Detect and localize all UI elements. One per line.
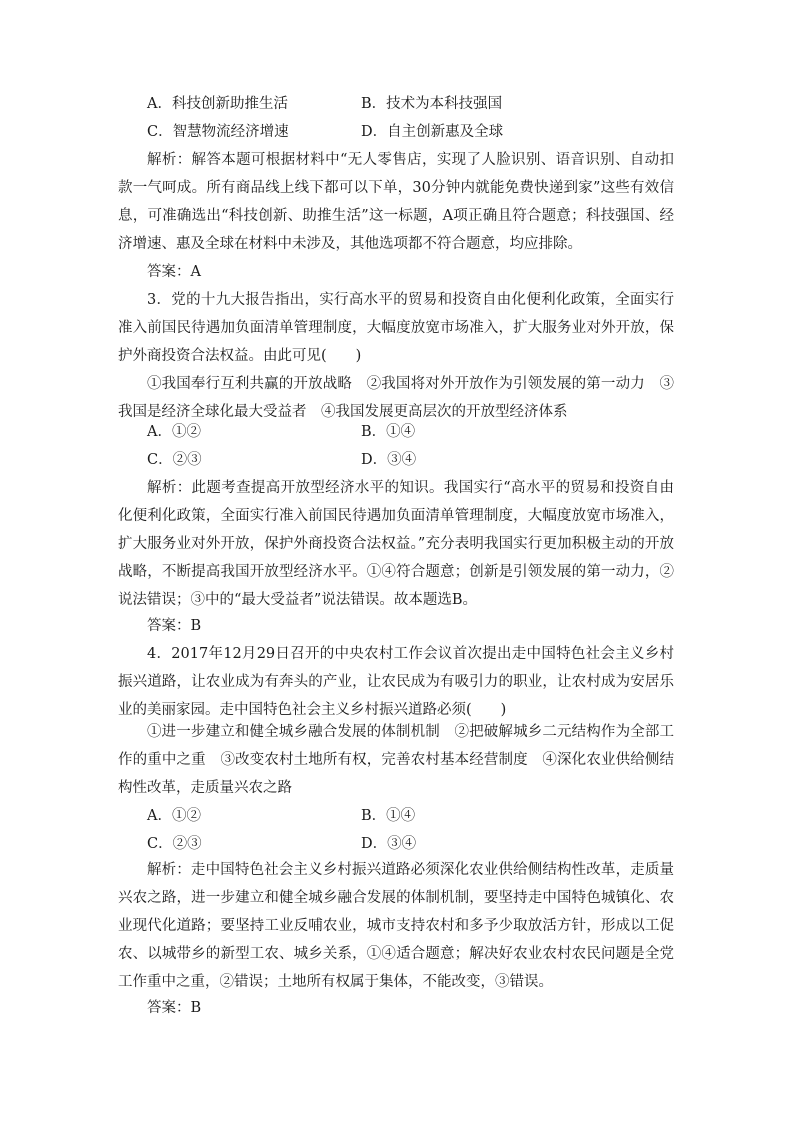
option-a: A．科技创新助推生活 <box>147 96 288 112</box>
q3-analysis: 解析：此题考查提高开放型经济水平的知识。我国实行“高水平的贸易和投资自由化便利化政策，全面实行准入前国民待遇加负面清单管理制度，大幅度放宽市场准入，扩大服务业对外开放，保护外商投资合法权益。”充分表明我国实行更加积极主动的开放战略，不断提高我国开放型经济水平。①④符合题意；创新是引领发展的第一动力，②说法错误；③中的“最大受益者”说法错误。故本题选B。 <box>118 480 674 608</box>
option-row <box>147 802 647 830</box>
q4-statements: ①进一步建立和健全城乡融合发展的体制机制 ②把破解城乡二元结构作为全部工作的重中之重 ③改变农村土地所有权，完善农村基本经营制度 ④深化农业供给侧结构性改革，走质量兴农之路 <box>118 724 674 796</box>
q3-answer: 答案：B <box>147 618 202 634</box>
option-a: A．①② <box>147 808 201 824</box>
q4-analysis: 解析：走中国特色社会主义乡村振兴道路必须深化农业供给侧结构性改革，走质量兴农之路，进一步建立和健全城乡融合发展的体制机制，要坚持走中国特色城镇化、农业现代化道路；要坚持工业反哺农业，城市支持农村和多予少取放活方针，形成以工促农、以城带乡的新型工农、城乡关系，①④适合题意；解决好农业农村农民问题是全党工作重中之重，②错误；土地所有权属于集体，不能改变，③错误。 <box>118 862 674 990</box>
option-row <box>147 446 647 474</box>
q2-analysis: 解析：解答本题可根据材料中“无人零售店，实现了人脸识别、语音识别、自动扣款一气呵成。所有商品线上线下都可以下单，30分钟内就能免费快递到家”这些有效信息，可准确选出“科技创新、助推生活”这一标题，A项正确且符合题意；科技强国、经济增速、惠及全球在材料中未涉及，其他选项都不符合题意，均应排除。 <box>118 152 674 252</box>
q2-analysis-block <box>118 146 674 258</box>
q2-answer: 答案：A <box>147 264 201 280</box>
option-row <box>147 118 647 146</box>
q3-analysis-block <box>118 474 674 614</box>
q4-analysis-block <box>118 856 674 996</box>
option-c: C．智慧物流经济增速 <box>147 124 289 140</box>
option-d: D．③④ <box>361 452 417 468</box>
option-c: C．②③ <box>147 836 202 852</box>
option-row <box>147 90 647 118</box>
q4-statements-block <box>118 718 674 802</box>
q3-statements: ①我国奉行互利共赢的开放战略 ②我国将对外开放作为引领发展的第一动力 ③我国是经济全球化最大受益者 ④我国发展更高层次的开放型经济体系 <box>118 376 674 420</box>
q2-options <box>147 90 647 146</box>
q3-options <box>147 418 647 474</box>
q4-options <box>147 802 647 858</box>
option-a: A．①② <box>147 424 201 440</box>
q3-stem: 3．党的十九大报告指出，实行高水平的贸易和投资自由化便利化政策，全面实行准入前国民待遇加负面清单管理制度，大幅度放宽市场准入，扩大服务业对外开放，保护外商投资合法权益。由此可见( ) <box>118 292 674 364</box>
q3-stem-block <box>118 286 674 370</box>
option-d: D．自主创新惠及全球 <box>361 124 504 140</box>
option-b: B．①④ <box>361 424 416 440</box>
option-row <box>147 830 647 858</box>
option-c: C．②③ <box>147 452 202 468</box>
q4-answer: 答案：B <box>147 1000 202 1016</box>
q4-stem: 4．2017年12月29日召开的中央农村工作会议首次提出走中国特色社会主义乡村振兴道路，让农业成为有奔头的产业，让农民成为有吸引力的职业，让农村成为安居乐业的美丽家园。走中国特色社会主义乡村振兴道路必须( ) <box>118 646 674 718</box>
option-row <box>147 418 647 446</box>
option-b: B．技术为本科技强国 <box>361 96 503 112</box>
q4-stem-block <box>118 640 674 724</box>
option-d: D．③④ <box>361 836 417 852</box>
option-b: B．①④ <box>361 808 416 824</box>
